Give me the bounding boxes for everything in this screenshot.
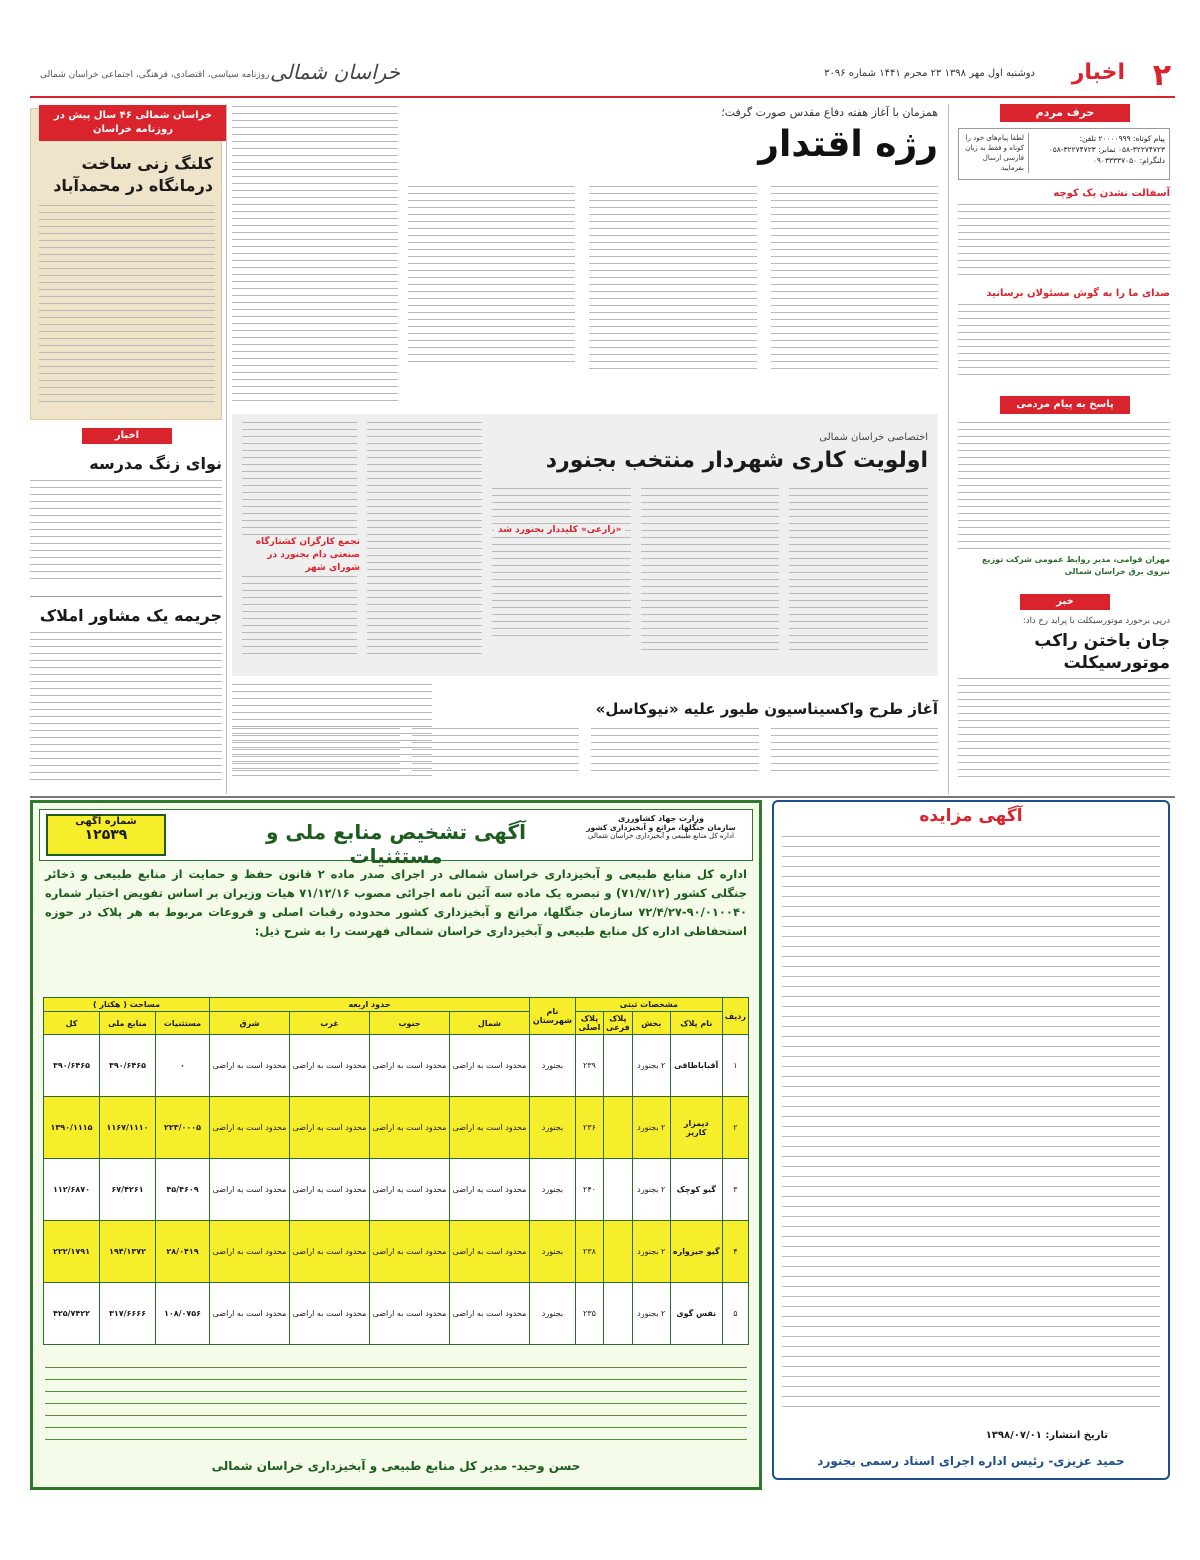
feature-kicker: اختصاصی خراسان شمالی — [819, 432, 928, 443]
group-area: مساحت ( هکتار ) — [44, 998, 210, 1012]
history-box — [30, 108, 222, 420]
row-north: محدود است به اراضی — [449, 1159, 529, 1221]
table-row — [44, 1159, 749, 1221]
row-east: محدود است به اراضی — [210, 1159, 290, 1221]
row-name: گیو خیزواره — [670, 1221, 722, 1283]
row-part: ۲ بجنورد — [632, 1097, 670, 1159]
row-south: محدود است به اراضی — [370, 1097, 450, 1159]
row-part: ۲ بجنورد — [632, 1159, 670, 1221]
row-part: ۲ بجنورد — [632, 1035, 670, 1097]
row-sub — [603, 1159, 632, 1221]
row-exc: ۲۸/۰۴۱۹ — [156, 1221, 210, 1283]
row-south: محدود است به اراضی — [370, 1221, 450, 1283]
auction-ad — [772, 800, 1170, 1480]
row-east: محدود است به اراضی — [210, 1035, 290, 1097]
contact-info: پیام کوتاه: ۲۰۰۰۰۹۹۹ تلفن: ۳۲۲۷۴۷۲۳-۰۵۸ تمابر: ۳۲۲۷۴۷۲۳-۰۵۸ دلنگرام: ۰۹۰۳۳۳۳۷۰۵۰ — [1048, 134, 1165, 165]
table-row — [44, 1221, 749, 1283]
nature-intro: اداره کل منابع طبیعی و آبخیزداری خراسان شمالی در اجرای صدر ماده ۲ قانون حفظ و حمایت از منابع طبیعی و ذخائر جنگلی کشور (۷۱/۷/۱۲) و تبصره یک ماده سه آئین نامه اجرائی مصوب ۷۱/۱۲/۱۶ هیات وزیران بر اساس تفویض اختیار شماره ۹۰/۰۱۰۰۴۰-۷۲/۴/۲۷ سازمان جنگلها، مراتع و آبخیزداری کشور محدوده رقبات اصلی و فروعات مربوط به هر پلاک در حوزه استحفاظی اداره کل منابع طبیعی و آبخیزداری خراسان شمالی فهرست را به شرح ذیل: — [45, 867, 748, 938]
people-item1-title: آسفالت نشدن یک کوچه — [1053, 188, 1170, 199]
nature-org — [576, 814, 746, 840]
history-body — [39, 205, 215, 413]
akhbar-item2-text — [30, 632, 222, 792]
row-west: محدود است به اراضی — [290, 1097, 370, 1159]
row-name: دیمزار کاریز — [670, 1097, 722, 1159]
row-exc: ۲۲۳/۰۰۰۵ — [156, 1097, 210, 1159]
table-row — [44, 1283, 749, 1345]
people-item1-text — [958, 204, 1170, 284]
row-total: ۱۳۹۰/۱۱۱۵ — [44, 1097, 100, 1159]
news-right-text — [958, 678, 1170, 788]
auction-title: آگهی مزایده — [919, 806, 1023, 826]
col-city: نام شهرستان — [529, 998, 575, 1035]
nature-ad-header — [39, 809, 753, 868]
row-number: ۱ — [722, 1035, 748, 1097]
row-total: ۴۲۵/۷۴۲۲ — [44, 1283, 100, 1345]
row-number: ۲ — [722, 1097, 748, 1159]
nature-org-line2: سازمان جنگلها، مراتع و آبخیزداری کشور — [586, 823, 736, 832]
contact-box — [958, 128, 1170, 180]
row-name: نفس گوی — [670, 1283, 722, 1345]
akhbar-left-bar: اخبار — [82, 428, 172, 444]
masthead-bar — [30, 58, 1175, 96]
row-nat: ۶۷/۴۲۶۱ — [100, 1159, 156, 1221]
vaccine-title: آغاز طرح واکسیناسیون طیور علیه «نیوکاسل» — [595, 700, 938, 718]
row-west: محدود است به اراضی — [290, 1221, 370, 1283]
feature-title: اولویت کاری شهردار منتخب بجنورد — [545, 448, 928, 473]
lead-body — [408, 186, 938, 406]
table-row — [44, 1035, 749, 1097]
row-city: بجنورد — [529, 1035, 575, 1097]
people-voice-column — [958, 104, 1170, 584]
row-nat: ۳۹۰/۶۴۶۵ — [100, 1035, 156, 1097]
col-west: غرب — [290, 1012, 370, 1035]
row-part: ۲ بجنورد — [632, 1221, 670, 1283]
col-name: نام پلاک — [670, 1012, 722, 1035]
col-total: کل — [44, 1012, 100, 1035]
row-name: آقباباطاقی — [670, 1035, 722, 1097]
feature-box — [232, 414, 938, 676]
row-nat: ۳۱۷/۶۶۶۶ — [100, 1283, 156, 1345]
row-sub — [603, 1283, 632, 1345]
row-south: محدود است به اراضی — [370, 1035, 450, 1097]
tagline: روزنامه سیاسی، اقتصادی، فرهنگی، اجتماعی خراسان شمالی — [40, 70, 270, 80]
row-east: محدود است به اراضی — [210, 1283, 290, 1345]
col-sub: پلاک فرعی — [603, 1012, 632, 1035]
auction-publish-date: تاریخ انتشار: ۱۳۹۸/۰۷/۰۱ — [985, 1430, 1108, 1441]
nature-ad-title: آگهی تشخیص منابع ملی و مستثنیات — [266, 820, 526, 868]
nature-ad — [30, 800, 762, 1490]
col-part: بخش — [632, 1012, 670, 1035]
lead-continuation — [232, 106, 398, 406]
reply-signature: مهران قوامی، مدیر روابط عمومی شرکت توزیع نیروی برق خراسان شمالی — [982, 555, 1170, 576]
nature-footer-text — [45, 1367, 747, 1453]
row-east: محدود است به اراضی — [210, 1097, 290, 1159]
history-title — [39, 105, 227, 141]
akhbar-item1-text — [30, 480, 222, 590]
nature-org-line3: اداره کل منابع طبیعی و آبخیزداری خراسان شمالی — [588, 832, 734, 840]
news-right-kicker: درپی برخورد موتورسیکلت با پراید رخ داد: — [1022, 616, 1170, 626]
row-sub — [603, 1035, 632, 1097]
akhbar-left — [30, 428, 222, 794]
row-north: محدود است به اراضی — [449, 1097, 529, 1159]
date-line: دوشنبه اول مهر ۱۳۹۸ ۲۳ محرم ۱۴۴۱ شماره ۳۰۹۶ — [824, 68, 1035, 79]
akhbar-item2-title: جریمه یک مشاور املاک — [39, 606, 222, 625]
row-nat: ۱۱۶۷/۱۱۱۰ — [100, 1097, 156, 1159]
lead-story — [408, 106, 938, 406]
reply-text — [958, 422, 1170, 556]
group-reg: مشخصات ثبتی — [575, 998, 722, 1012]
row-main: ۲۳۸ — [575, 1221, 603, 1283]
row-name: گیو کوچک — [670, 1159, 722, 1221]
feature-subhead2: تجمع کارگران کشتارگاه صنعتی دام بجنورد در شورای شهر — [242, 536, 360, 575]
group-bounds: حدود اربعه — [210, 998, 530, 1012]
col-south: جنوب — [370, 1012, 450, 1035]
akhbar-item1-title: نوای زنگ مدرسه — [89, 454, 222, 473]
nature-number: ۱۲۵۳۹ — [84, 827, 128, 843]
row-exc: ۴۵/۴۶۰۹ — [156, 1159, 210, 1221]
vaccine-left-column — [232, 684, 432, 788]
row-exc: ۰ — [156, 1035, 210, 1097]
row-south: محدود است به اراضی — [370, 1283, 450, 1345]
masthead-logo: خراسان شمالی — [270, 60, 401, 84]
people-item2-title: صدای ما را به گوش مسئولان برسانید — [986, 288, 1170, 299]
nature-signature: حسن وحید- مدیر کل منابع طبیعی و آبخیزداری خراسان شمالی — [211, 1459, 581, 1473]
col-east: شرق — [210, 1012, 290, 1035]
row-south: محدود است به اراضی — [370, 1159, 450, 1221]
auction-body — [782, 836, 1160, 1422]
reply-bar: پاسخ به پیام مردمی — [1000, 396, 1130, 414]
feature-body-right — [492, 488, 928, 668]
row-part: ۲ بجنورد — [632, 1283, 670, 1345]
history-title-text: خراسان شمالی ۴۶ سال پیش در روزنامه خراسان — [54, 110, 212, 135]
col-nat: منابع ملی — [100, 1012, 156, 1035]
row-sub — [603, 1097, 632, 1159]
row-north: محدود است به اراضی — [449, 1221, 529, 1283]
nature-org-line1: وزارت جهاد کشاورزی — [617, 814, 704, 823]
row-total: ۳۹۰/۶۴۶۵ — [44, 1035, 100, 1097]
col-exc: مستثنیات — [156, 1012, 210, 1035]
history-headline: کلنگ زنی ساخت درمانگاه در محمدآباد — [53, 154, 213, 195]
row-city: بجنورد — [529, 1159, 575, 1221]
row-main: ۲۴۰ — [575, 1159, 603, 1221]
row-east: محدود است به اراضی — [210, 1221, 290, 1283]
lead-title: رژه اقتدار — [758, 124, 938, 165]
row-number: ۴ — [722, 1221, 748, 1283]
row-city: بجنورد — [529, 1097, 575, 1159]
news-right-bar: خبر — [1020, 594, 1110, 610]
row-exc: ۱۰۸/۰۷۵۶ — [156, 1283, 210, 1345]
row-nat: ۱۹۴/۱۳۷۲ — [100, 1221, 156, 1283]
nature-number-box — [46, 814, 166, 856]
row-number: ۳ — [722, 1159, 748, 1221]
row-sub — [603, 1221, 632, 1283]
section-title: اخبار — [1071, 60, 1125, 85]
news-right-title: جان باختن راکب موتورسیکلت — [1034, 631, 1170, 673]
table-row — [44, 1097, 749, 1159]
people-item2-text — [958, 304, 1170, 384]
col-north: شمال — [449, 1012, 529, 1035]
row-main: ۲۳۵ — [575, 1283, 603, 1345]
nature-table — [43, 997, 749, 1345]
lead-kicker: همزمان با آغاز هفته دفاع مقدس صورت گرفت؛ — [721, 106, 938, 119]
row-west: محدود است به اراضی — [290, 1283, 370, 1345]
page-number: ۲ — [1152, 58, 1171, 93]
row-north: محدود است به اراضی — [449, 1035, 529, 1097]
auction-signature: حمید عزیزی- رئیس اداره اجرای اسناد رسمی بجنورد — [817, 1454, 1125, 1468]
row-main: ۲۳۹ — [575, 1035, 603, 1097]
row-west: محدود است به اراضی — [290, 1035, 370, 1097]
row-west: محدود است به اراضی — [290, 1159, 370, 1221]
news-right — [958, 594, 1170, 794]
col-main: پلاک اصلی — [575, 1012, 603, 1035]
people-voice-title: حرف مردم — [1000, 104, 1130, 122]
row-main: ۲۳۶ — [575, 1097, 603, 1159]
vaccine-story — [232, 684, 938, 794]
row-city: بجنورد — [529, 1221, 575, 1283]
row-number: ۵ — [722, 1283, 748, 1345]
nature-number-label: شماره آگهی — [75, 816, 137, 827]
col-row: ردیف — [722, 998, 748, 1035]
row-total: ۲۲۲/۱۷۹۱ — [44, 1221, 100, 1283]
row-total: ۱۱۲/۶۸۷۰ — [44, 1159, 100, 1221]
row-north: محدود است به اراضی — [449, 1283, 529, 1345]
row-city: بجنورد — [529, 1283, 575, 1345]
feature-subhead1: «زارعی» کلیددار بجنورد شد — [494, 524, 625, 536]
contact-note: لطفا پیام‌های خود را کوتاه و فقط به زبان فارسی ارسال بفرمایید — [963, 133, 1029, 173]
